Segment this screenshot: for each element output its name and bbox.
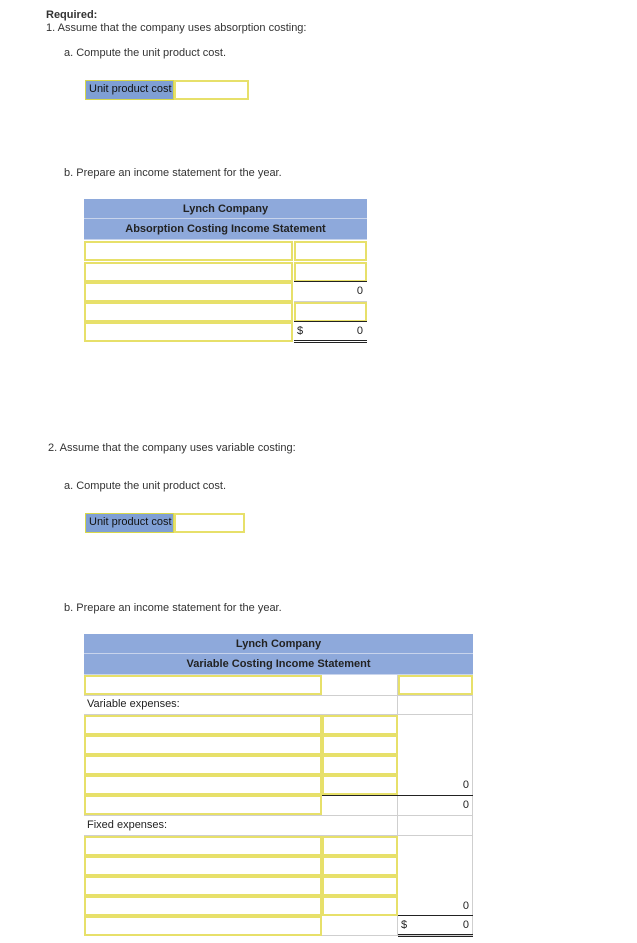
- q2-net-rule-top: [398, 915, 473, 916]
- q1-row2-label-input[interactable]: [84, 262, 293, 282]
- q2-net-currency: $: [401, 919, 408, 931]
- q1-subtotal: 0: [356, 285, 363, 297]
- q1-total-currency: $: [297, 325, 304, 337]
- q1-row4-amount-input[interactable]: [294, 302, 367, 322]
- q2-variable-expenses-label: Variable expenses:: [87, 698, 180, 710]
- q2-contribution-margin: 0: [462, 799, 469, 811]
- q1b-text: b. Prepare an income statement for the year.: [64, 167, 282, 179]
- q2-fixed-total: 0: [462, 900, 469, 912]
- q2-net-operating-income: 0: [462, 919, 469, 931]
- q2-variable-total: 0: [462, 779, 469, 791]
- q2b-text: b. Prepare an income statement for the year.: [64, 602, 282, 614]
- required-heading: Required:: [46, 9, 98, 21]
- q2-var3-amount-input[interactable]: [322, 755, 398, 775]
- q2-net-double-rule: [398, 934, 473, 937]
- q1-company-header: Lynch Company: [84, 199, 367, 219]
- q1-subtotal-rule: [294, 281, 367, 282]
- q1-intro: 1. Assume that the company uses absorption costing:: [46, 22, 307, 34]
- q2-var4-label-input[interactable]: [84, 775, 322, 795]
- q1-statement-title: Absorption Costing Income Statement: [84, 219, 367, 240]
- q2-contribution-rule: [322, 795, 473, 796]
- q1-unit-cost-label: Unit product cost: [85, 80, 174, 100]
- q1-unit-cost-input[interactable]: [174, 80, 249, 100]
- q1-row5-label-input[interactable]: [84, 322, 293, 342]
- q2-var4-amount-input[interactable]: [322, 775, 398, 795]
- q1-row3-label-input[interactable]: [84, 282, 293, 302]
- q2-net-label-input[interactable]: [84, 916, 322, 936]
- q1-row2-amount-input[interactable]: [294, 262, 367, 282]
- q2-var1-label-input[interactable]: [84, 715, 322, 735]
- q2a-text: a. Compute the unit product cost.: [64, 480, 227, 492]
- q2-var2-label-input[interactable]: [84, 735, 322, 755]
- q2-row-divider: [84, 695, 473, 696]
- q2-unit-cost-label: Unit product cost: [85, 513, 174, 533]
- q2-statement-title: Variable Costing Income Statement: [84, 654, 473, 675]
- q1-row4-label-input[interactable]: [84, 302, 293, 322]
- q2-intro: 2. Assume that the company uses variable costing:: [48, 442, 296, 454]
- q2-fix1-amount-input[interactable]: [322, 836, 398, 856]
- q1-row1-label-input[interactable]: [84, 241, 293, 261]
- q1-total-rule-top: [294, 321, 367, 322]
- q2-var2-amount-input[interactable]: [322, 735, 398, 755]
- q2-fix4-label-input[interactable]: [84, 896, 322, 916]
- q2-unit-cost-input[interactable]: [174, 513, 245, 533]
- q2-fix1-label-input[interactable]: [84, 836, 322, 856]
- q2-var3-label-input[interactable]: [84, 755, 322, 775]
- q2-contribution-label-input[interactable]: [84, 795, 322, 815]
- q2-sales-label-input[interactable]: [84, 675, 322, 695]
- q2-fix2-label-input[interactable]: [84, 856, 322, 876]
- q2-fix2-amount-input[interactable]: [322, 856, 398, 876]
- q2-fix4-amount-input[interactable]: [322, 896, 398, 916]
- q1a-text: a. Compute the unit product cost.: [64, 47, 227, 59]
- q1-row1-amount-input[interactable]: [294, 241, 367, 261]
- q2-fixed-expenses-label: Fixed expenses:: [87, 819, 168, 831]
- q2-fix3-amount-input[interactable]: [322, 876, 398, 896]
- q2-sales-amount-input[interactable]: [398, 675, 473, 695]
- q2-company-header: Lynch Company: [84, 634, 473, 654]
- q1-total: 0: [356, 325, 363, 337]
- q2-var1-amount-input[interactable]: [322, 715, 398, 735]
- q1-total-double-rule: [294, 340, 367, 343]
- q2-row-divider: [84, 815, 473, 816]
- q2-fix3-label-input[interactable]: [84, 876, 322, 896]
